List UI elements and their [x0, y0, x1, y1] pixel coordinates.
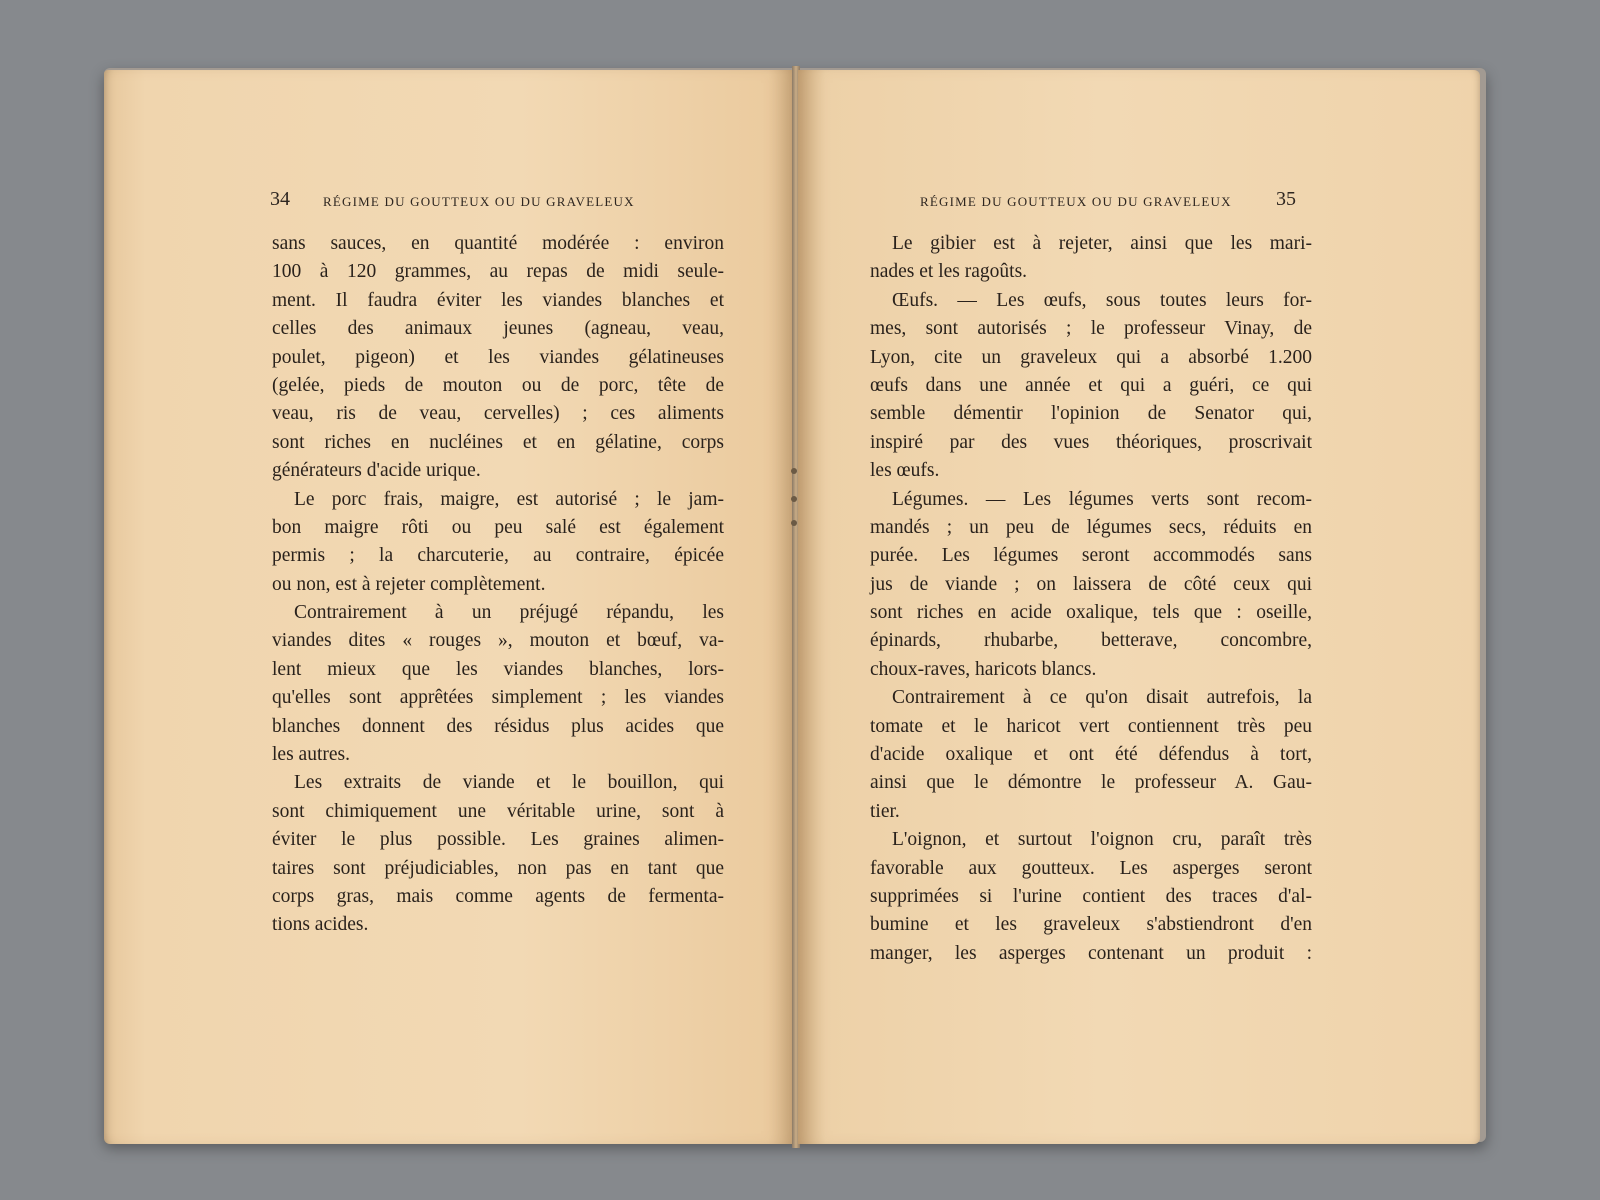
text-line: taires sont préjudiciables, non pas en tant que: [272, 857, 724, 879]
text-line: bumine et les graveleux s'abstiendront d'en: [870, 914, 1312, 936]
text-line: générateurs d'acide urique.: [272, 460, 481, 482]
text-line: bon maigre rôti ou peu salé est également: [272, 516, 724, 538]
page-number: 34: [270, 188, 290, 210]
text-line: lent mieux que les viandes blanches, lors-: [272, 658, 724, 680]
text-line: Légumes. — Les légumes verts sont recom-: [892, 488, 1312, 510]
text-line: ment. Il faudra éviter les viandes blanches et: [272, 289, 724, 311]
text-line: purée. Les légumes seront accommodés sans: [870, 545, 1312, 567]
text-line: viandes dites « rouges », mouton et bœuf, va-: [272, 630, 724, 652]
binding-thread: [791, 468, 797, 474]
text-line: sont chimiquement une véritable urine, sont à: [272, 800, 724, 822]
text-line: choux-raves, haricots blancs.: [870, 658, 1097, 680]
text-line: les autres.: [272, 744, 350, 766]
text-line: nades et les ragoûts.: [870, 261, 1028, 283]
text-line: sont riches en nucléines et en gélatine, corps: [272, 431, 724, 453]
text-line: inspiré par des vues théoriques, proscrivait: [870, 431, 1312, 453]
text-line: 100 à 120 grammes, au repas de midi seule-: [272, 261, 724, 283]
text-line: d'acide oxalique et ont été défendus à tort,: [870, 744, 1312, 766]
text-line: œufs dans une année et qui a guéri, ce qui: [870, 374, 1312, 396]
page-number: 35: [1276, 188, 1296, 210]
text-line: Le gibier est à rejeter, ainsi que les mari-: [892, 233, 1312, 254]
text-line: les œufs.: [870, 460, 940, 482]
text-line: Le porc frais, maigre, est autorisé ; le jam-: [294, 488, 724, 510]
right-page: [798, 70, 1480, 1144]
text-line: blanches donnent des résidus plus acides que: [272, 715, 724, 737]
text-line: corps gras, mais comme agents de fermenta-: [272, 885, 724, 907]
left-page-body: [272, 230, 724, 940]
text-line: sans sauces, en quantité modérée : environ: [272, 233, 724, 254]
text-line: tier.: [870, 800, 900, 822]
text-line: sont riches en acide oxalique, tels que : oseille,: [870, 602, 1312, 624]
text-line: mes, sont autorisés ; le professeur Vinay, de: [870, 318, 1312, 340]
text-line: épinards, rhubarbe, betterave, concombre,: [870, 630, 1312, 652]
right-page-header: [798, 188, 1480, 216]
text-line: favorable aux goutteux. Les asperges seront: [870, 857, 1312, 879]
running-head: RÉGIME DU GOUTTEUX OU DU GRAVELEUX: [323, 194, 635, 209]
text-line: qu'elles sont apprêtées simplement ; les viandes: [272, 687, 724, 709]
text-line: poulet, pigeon) et les viandes gélatineuses: [272, 346, 724, 368]
text-line: (gelée, pieds de mouton ou de porc, tête de: [272, 374, 724, 396]
text-line: mandés ; un peu de légumes secs, réduits en: [870, 516, 1312, 538]
text-line: L'oignon, et surtout l'oignon cru, paraît très: [892, 829, 1312, 851]
text-line: Contrairement à un préjugé répandu, les: [294, 602, 724, 624]
text-line: Œufs. — Les œufs, sous toutes leurs for-: [892, 289, 1312, 311]
text-line: éviter le plus possible. Les graines alimen-: [272, 829, 724, 851]
text-line: ainsi que le démontre le professeur A. Gau-: [870, 772, 1312, 794]
binding-thread: [791, 496, 797, 502]
right-page-body: [870, 230, 1312, 968]
text-line: Contrairement à ce qu'on disait autrefois, la: [892, 687, 1312, 709]
text-line: ou non, est à rejeter complètement.: [272, 573, 546, 595]
text-line: semble démentir l'opinion de Senator qui,: [870, 403, 1312, 425]
left-page: [104, 70, 796, 1144]
text-line: Les extraits de viande et le bouillon, qui: [294, 772, 724, 794]
text-line: veau, ris de veau, cervelles) ; ces aliments: [272, 403, 724, 425]
text-line: manger, les asperges contenant un produit :: [870, 942, 1312, 964]
running-head: RÉGIME DU GOUTTEUX OU DU GRAVELEUX: [920, 194, 1232, 209]
binding-thread: [791, 520, 797, 526]
text-line: supprimées si l'urine contient des traces d'al-: [870, 885, 1312, 907]
left-page-header: [104, 188, 796, 216]
text-line: tomate et le haricot vert contiennent très peu: [870, 715, 1312, 737]
text-line: Lyon, cite un graveleux qui a absorbé 1.200: [870, 346, 1312, 368]
text-line: celles des animaux jeunes (agneau, veau,: [272, 318, 724, 340]
text-line: permis ; la charcuterie, au contraire, épicée: [272, 545, 724, 567]
text-line: tions acides.: [272, 914, 369, 936]
text-line: jus de viande ; on laissera de côté ceux qui: [870, 573, 1312, 595]
